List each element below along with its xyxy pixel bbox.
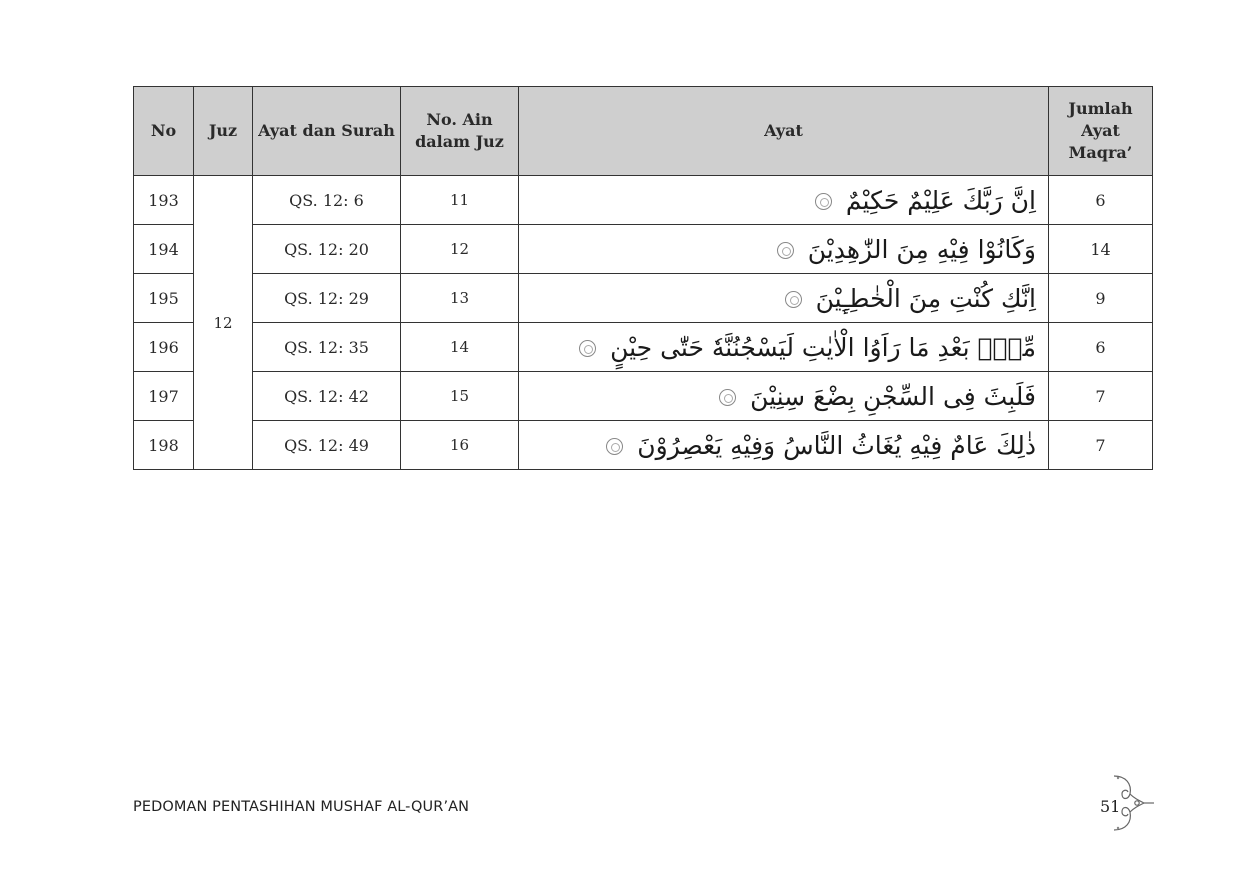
cell-ayat [519,372,1049,421]
cell-jumlah: 14 [1049,225,1153,274]
cell-ayat [519,421,1049,470]
header-no: No [134,87,194,176]
header-ayat: Ayat [519,87,1049,176]
header-jumlah [1049,87,1153,176]
table-row [134,421,1153,470]
cell-ref: QS. 12: 6 [253,176,401,225]
cell-jumlah: 6 [1049,176,1153,225]
cell-ref: QS. 12: 42 [253,372,401,421]
ayat-text: ذٰلِكَ عَامٌ فِيْهِ يُغَاثُ النَّاسُ وَفِيْهِ يَعْصِرُوْنَ [637,430,1036,460]
ayah-end-circle-icon [785,291,802,308]
cell-no: 197 [134,372,194,421]
header-no-ain-line2: dalam Juz [415,132,504,151]
cell-ain: 12 [401,225,519,274]
cell-ain: 15 [401,372,519,421]
ayah-end-circle-icon [606,438,623,455]
ayat-text: فَلَبِثَ فِى السِّجْنِ بِضْعَ سِنِيْنَ [750,381,1036,411]
cell-no: 198 [134,421,194,470]
cell-ain: 14 [401,323,519,372]
cell-ayat [519,225,1049,274]
page-corner-ornament-icon [1108,772,1156,834]
cell-jumlah: 7 [1049,421,1153,470]
ayah-end-circle-icon [719,389,736,406]
cell-jumlah: 7 [1049,372,1153,421]
ayat-text: اِنَّ رَبَّكَ عَلِيْمٌ حَكِيْمٌ [845,185,1036,215]
header-no-ain-line1: No. Ain [426,110,493,129]
ayah-end-circle-icon [815,193,832,210]
cell-ref: QS. 12: 29 [253,274,401,323]
cell-ayat [519,323,1049,372]
table-row [134,372,1153,421]
table-row [134,323,1153,372]
cell-ref: QS. 12: 20 [253,225,401,274]
header-jumlah-line2: Ayat [1081,121,1120,140]
header-jumlah-line1: Jumlah [1068,99,1133,118]
cell-ayat [519,176,1049,225]
cell-jumlah: 9 [1049,274,1153,323]
cell-ref: QS. 12: 35 [253,323,401,372]
header-juz: Juz [194,87,253,176]
cell-no: 194 [134,225,194,274]
header-no-ain [401,87,519,176]
table-header-row [134,87,1153,176]
cell-no: 195 [134,274,194,323]
ayat-text: مِّنْۢ بَعْدِ مَا رَاَوُا الْاٰيٰتِ لَيَسْجُنُنَّهٗ حَتّٰى حِيْنٍ [610,332,1036,362]
cell-no: 193 [134,176,194,225]
data-table-container [133,86,1153,470]
header-jumlah-line3: Maqra’ [1068,143,1133,162]
cell-ain: 11 [401,176,519,225]
cell-ain: 16 [401,421,519,470]
cell-juz: 12 [194,176,253,470]
table-row [134,176,1153,225]
ayat-text: اِنَّكِ كُنْتِ مِنَ الْخٰطِـِٕيْنَ [815,283,1036,313]
cell-ayat [519,274,1049,323]
cell-ain: 13 [401,274,519,323]
ayah-end-circle-icon [579,340,596,357]
table-row [134,225,1153,274]
page-number: 51 [1100,797,1121,816]
table-row [134,274,1153,323]
footer-title: PEDOMAN PENTASHIHAN MUSHAF AL-QUR’AN [133,799,470,815]
cell-jumlah: 6 [1049,323,1153,372]
cell-ref: QS. 12: 49 [253,421,401,470]
ayah-end-circle-icon [777,242,794,259]
header-ayat-surah: Ayat dan Surah [253,87,401,176]
maqra-table [133,86,1153,470]
cell-no: 196 [134,323,194,372]
ayat-text: وَكَانُوْا فِيْهِ مِنَ الزّٰهِدِيْنَ [807,234,1036,264]
